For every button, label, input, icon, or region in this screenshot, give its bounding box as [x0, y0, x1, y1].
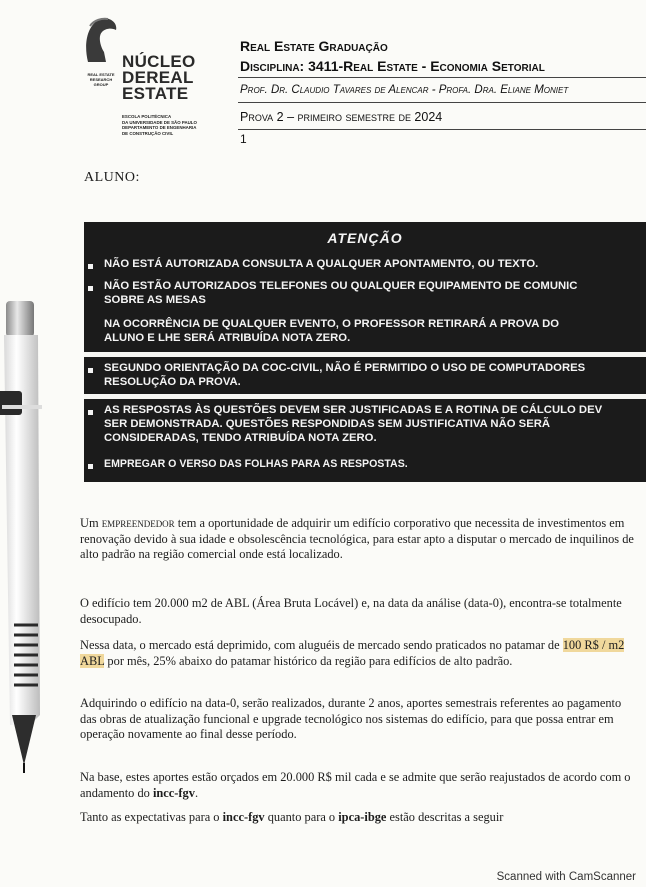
scanner-watermark: Scanned with CamScanner [496, 871, 636, 883]
notice-item-3-line1: SEGUNDO ORIENTAÇÃO DA COC-CIVIL, NÃO É PERMITIDO O USO DE COMPUTADORES [104, 362, 586, 374]
paragraph-5 [80, 770, 640, 801]
p3-after: por mês, 25% abaixo do patamar histórico da região para edifícios de alto padrão. [104, 653, 513, 668]
notice-item-3-line2: RESOLUÇÃO DA PROVA. [104, 376, 241, 388]
notice-item-5: EMPREGAR O VERSO DAS FOLHAS PARA AS RESPOSTAS. [104, 458, 408, 470]
school-line3: DEPARTAMENTO DE ENGENHARIA [122, 125, 197, 131]
header-divider [238, 102, 646, 103]
logo-name-line2: DEREAL [122, 68, 194, 87]
notice-item-4-line3: CONSIDERADAS, TENDO ATRIBUÍDA NOTA ZERO. [104, 432, 377, 444]
bullet-icon [88, 410, 93, 415]
p6-ipca: ipca-ibge [338, 810, 387, 824]
paragraph-4: Adquirindo o edifício na data-0, serão realizados, durante 2 anos, aportes semestrais referentes ao pagamento das obras de atualização funcional e upgrade tecnológico nos sistemas do edifício, para que possa entrar em operação novamente ao final desse período. [80, 696, 622, 741]
attention-box [84, 222, 646, 482]
bullet-icon [88, 286, 93, 291]
paragraph-1 [80, 516, 640, 563]
attention-title: ATENÇÃO [327, 230, 403, 246]
course-title: Real Estate Graduação [240, 38, 388, 54]
exam-title: Prova 2 – primeiro semestre de 2024 [240, 110, 443, 124]
box-separator [84, 352, 646, 357]
paragraph-6 [80, 810, 640, 826]
notice-item-2-line1: NÃO ESTÃO AUTORIZADOS TELEFONES OU QUALQUER EQUIPAMENTO DE COMUNIC [104, 280, 578, 292]
mechanical-pencil-image [0, 295, 60, 775]
professors: Prof. Dr. Claudio Tavares de Alencar - Profa. Dra. Eliane Moniet [240, 84, 569, 96]
discipline: Disciplina: 3411-Real Estate - Economia Setorial [240, 58, 545, 74]
box-separator [84, 394, 646, 399]
bullet-icon [88, 264, 93, 269]
nre-logo [80, 16, 220, 146]
notice-item-2-line3: NA OCORRÊNCIA DE QUALQUER EVENTO, O PROFESSOR RETIRARÁ A PROVA DO [104, 318, 560, 330]
p1-prefix: Um [80, 516, 102, 530]
logo-name-line1: NÚCLEO [122, 52, 196, 71]
logo-mini-text: REAL ESTATE RESEARCH GROUP [87, 72, 115, 87]
header-divider [238, 77, 646, 78]
notice-item-2-line4: ALUNO E LHE SERÁ ATRIBUÍDA NOTA ZERO. [104, 332, 351, 344]
notice-item-4-line1: AS RESPOSTAS ÀS QUESTÕES DEVEM SER JUSTIFICADAS E A ROTINA DE CÁLCULO DEV [104, 404, 603, 416]
p5-before: Na base, estes aportes estão orçados em 20.000 R$ mil cada e se admite que serão reajustados de acordo com o andamento do [80, 770, 631, 800]
p6-before: Tanto as expectativas para o [80, 810, 223, 824]
bullet-icon [88, 368, 93, 373]
helmet-logo-icon [82, 16, 120, 64]
page-number: 1 [240, 132, 247, 146]
school-line1: ESCOLA POLITÉCNICA [122, 114, 172, 119]
p1-entrepreneur: empreendedor [101, 516, 175, 530]
rent-highlight: 100 R$ / m2 ABL [80, 638, 625, 668]
paragraph-2: O edifício tem 20.000 m2 de ABL (Área Bruta Locável) e, na data da análise (data-0), encontra-se totalmente desocupado. [80, 596, 622, 626]
p3-before: Nessa data, o mercado está deprimido, com aluguéis de mercado sendo praticados no patamar de [80, 638, 563, 652]
header-divider [238, 129, 646, 130]
student-label: ALUNO: [84, 170, 140, 185]
notice-item-4-line2: SER DEMONSTRADA. QUESTÕES RESPONDIDAS SEM JUSTIFICATIVA NÃO SERÃ [104, 418, 551, 430]
logo-school [122, 114, 222, 136]
school-line4: DE CONSTRUÇÃO CIVIL [122, 130, 174, 136]
notice-item-1: NÃO ESTÁ AUTORIZADA CONSULTA A QUALQUER APONTAMENTO, OU TEXTO. [104, 258, 539, 270]
p5-incc: incc-fgv [152, 785, 195, 800]
p1-rest: tem a oportunidade de adquirir um edifício corporativo que necessita de investimentos em renovação devido à sua idade e obsolescência tecnológica, para estar apto a disputar o mercado de inquilinos de alto padrão na região comercial onde está localizado. [80, 516, 634, 561]
logo-name [122, 54, 196, 102]
p5-after: . [194, 785, 199, 800]
logo-name-line3: ESTATE [122, 84, 189, 103]
notice-item-2-line2: SOBRE AS MESAS [104, 294, 206, 306]
p6-mid: quanto para o [264, 810, 339, 824]
p6-incc: incc-fgv [222, 810, 265, 824]
p6-after: estão descritas a seguir [386, 810, 504, 824]
school-line2: DA UNIVERSIDADE DE SÃO PAULO [122, 119, 197, 125]
bullet-icon [88, 464, 93, 469]
paragraph-3 [80, 638, 640, 669]
